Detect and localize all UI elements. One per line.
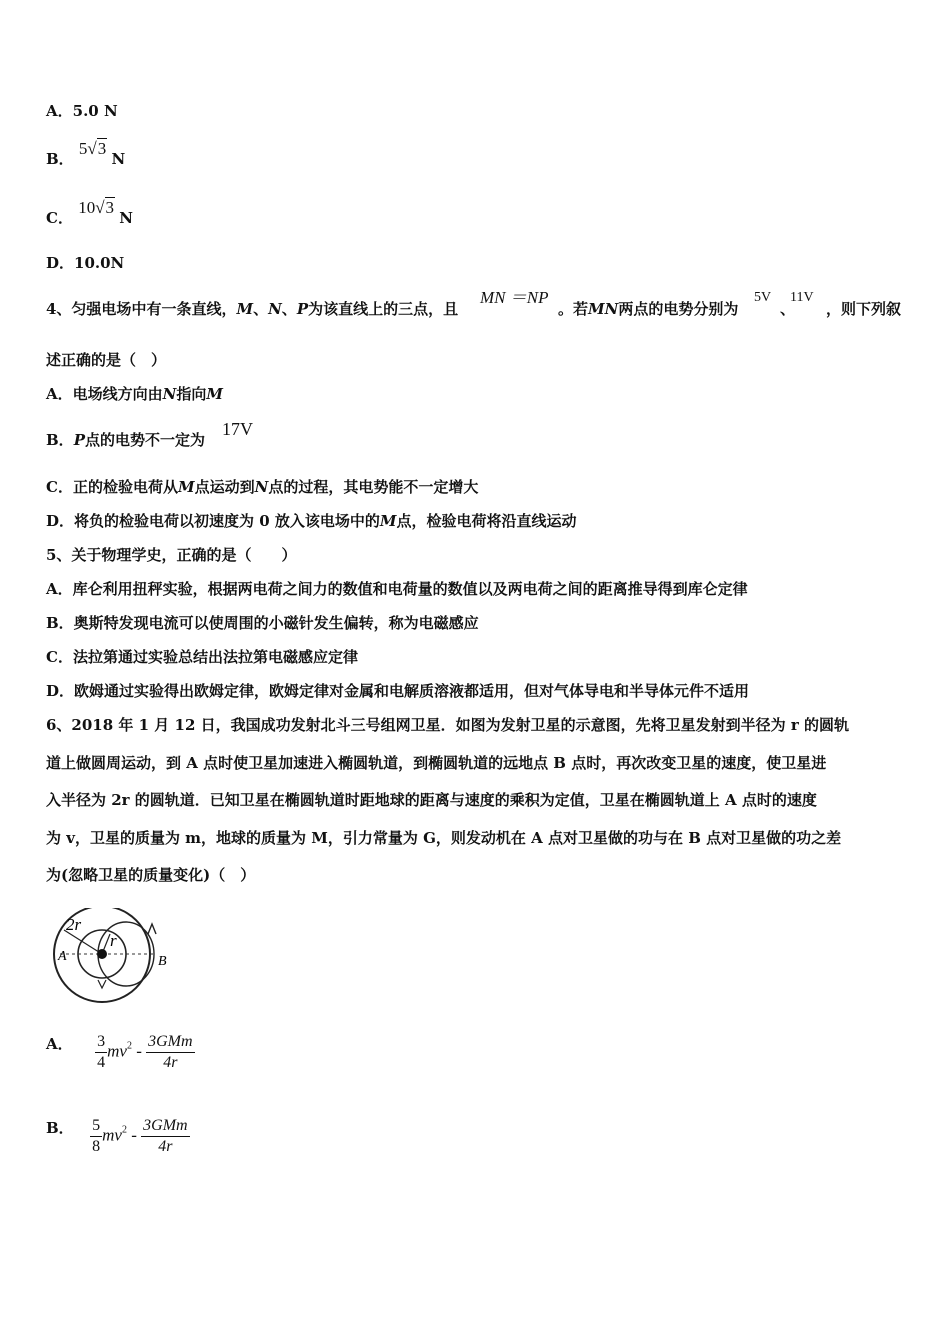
q6-option-a-d1: 4 bbox=[97, 1054, 106, 1071]
q5-stem: 5、关于物理学史，正确的是（ ） bbox=[46, 546, 297, 564]
q3-option-c-unit: N bbox=[119, 209, 133, 227]
q3-option-a-text: 5.0 N bbox=[72, 102, 118, 120]
q6-stem-line1: 6、2018 年 1 月 12 日，我国成功发射北斗三号组网卫星．如图为发射卫星的示意图，先将卫星发射到半径为 r 的圆轨 bbox=[46, 716, 849, 734]
q6-option-b-exp: 2 bbox=[121, 1124, 127, 1136]
q4-option-b-p: P bbox=[73, 431, 85, 449]
q5-option-b: B．奥斯特发现电流可以使周围的小磁针发生偏转，称为电磁感应 bbox=[46, 614, 479, 632]
q6-option-b-minus: - bbox=[126, 1125, 142, 1145]
q4-option-c-label: C． bbox=[46, 478, 73, 496]
q5-option-c: C．法拉第通过实验总结出法拉第电磁感应定律 bbox=[46, 648, 358, 666]
q3-option-c bbox=[46, 198, 133, 227]
q4-sep2: 、 bbox=[281, 300, 297, 318]
q4-option-b bbox=[46, 420, 346, 450]
q5-option-d: D．欧姆通过实验得出欧姆定律，欧姆定律对金属和电解质溶液都适用，但对气体导电和半导体元件不适用 bbox=[46, 682, 750, 700]
q3-option-b-value bbox=[79, 139, 112, 158]
q5-option-a: A．库仑利用扭秤实验，根据两电荷之间力的数值和电荷量的数值以及两电荷之间的距离推导得到库仑定律 bbox=[46, 580, 748, 598]
q3-option-b-unit: N bbox=[111, 150, 126, 168]
q4-option-a-n: N bbox=[162, 385, 177, 403]
q4-stem-a bbox=[46, 302, 458, 317]
label-r: r bbox=[110, 931, 117, 950]
q4-point-n: N bbox=[268, 300, 282, 318]
q6-option-a-term: mv bbox=[107, 1041, 127, 1061]
q4-comma: 、 bbox=[780, 300, 796, 318]
q6-option-b-frac2 bbox=[141, 1118, 189, 1155]
q6-stem-line3: 入半径为 2r 的圆轨道．已知卫星在椭圆轨道时距地球的距离与速度的乘积为定值，卫星在椭圆轨道上 A 点时的速度 bbox=[46, 791, 817, 809]
q3-option-a-label: A． bbox=[46, 102, 73, 120]
q4-option-d-m: M bbox=[379, 512, 397, 530]
q4-stem-part2: 为该直线上的三点，且 bbox=[308, 300, 459, 318]
label-b: B bbox=[158, 954, 167, 969]
q4-stem-b bbox=[558, 302, 738, 317]
q4-stem-part5: ，则下列叙 bbox=[826, 300, 902, 318]
orbit-diagram bbox=[44, 908, 180, 1004]
q4-potential-n: 11V bbox=[790, 290, 814, 305]
q4-stem-part3: 。若 bbox=[558, 300, 589, 318]
q4-option-b-label: B． bbox=[46, 431, 74, 449]
q4-point-p: P bbox=[296, 300, 309, 318]
q6-option-a-n2: 3GMm bbox=[146, 1034, 194, 1053]
q3-option-c-value bbox=[78, 198, 119, 217]
q4-option-d-label: D． bbox=[46, 512, 75, 530]
arrow-up-icon bbox=[148, 924, 156, 934]
q6-option-b-term: mv bbox=[102, 1125, 122, 1145]
q6-option-a-d2: 4r bbox=[163, 1054, 178, 1071]
q4-mn: MN bbox=[588, 300, 619, 318]
q4-potential-m: 5V bbox=[754, 290, 772, 305]
q3-option-c-label: C． bbox=[46, 209, 73, 227]
q4-stem-part4: 两点的电势分别为 bbox=[618, 300, 739, 318]
q6-option-a-minus: - bbox=[131, 1041, 147, 1061]
q4-sep1: 、 bbox=[253, 300, 269, 318]
q4-option-c-t2: 点运动到 bbox=[194, 478, 255, 496]
q6-option-a-label: A． bbox=[46, 1034, 73, 1053]
q3-option-a bbox=[46, 104, 118, 119]
q6-option-a-frac2 bbox=[146, 1034, 194, 1071]
q4-stem-line2: 述正确的是（ ） bbox=[46, 351, 167, 369]
label-2r: 2r bbox=[66, 915, 82, 934]
q4-option-c-m: M bbox=[177, 478, 195, 496]
q6-option-b-frac1 bbox=[90, 1118, 102, 1155]
q4-option-c-t3: 点的过程，其电势能不一定增大 bbox=[268, 478, 479, 496]
q6-stem-line4: 为 v，卫星的质量为 m，地球的质量为 M，引力常量为 G，则发动机在 A 点对卫星做的功与在 B 点对卫星做的功之差 bbox=[46, 829, 842, 847]
q3-option-d-label: D． bbox=[46, 254, 75, 272]
q6-option-b-n1: 5 bbox=[90, 1118, 102, 1137]
q4-option-a-label: A． bbox=[46, 385, 73, 403]
arrow-down-icon bbox=[98, 980, 106, 988]
q4-option-c bbox=[46, 480, 478, 495]
q4-option-b-t1: 点的电势不一定为 bbox=[84, 431, 205, 449]
q4-option-c-n: N bbox=[254, 478, 269, 496]
q4-equation: MN ＝NP bbox=[480, 288, 549, 307]
q4-option-b-text bbox=[46, 433, 205, 448]
q4-option-d-t2: 点，检验电荷将沿直线运动 bbox=[396, 512, 577, 530]
q3-option-b-coef: 5 bbox=[78, 139, 88, 158]
q3-option-b bbox=[46, 139, 126, 168]
sqrt-symbol: √3 bbox=[87, 139, 107, 158]
q3-option-d bbox=[46, 256, 124, 271]
q6-option-a-n1: 3 bbox=[95, 1034, 107, 1053]
q6-option-a-frac1 bbox=[95, 1034, 107, 1071]
q4-option-a-m: M bbox=[206, 385, 223, 403]
q4-option-c-t1: 正的检验电荷从 bbox=[72, 478, 178, 496]
q3-option-c-coef: 10 bbox=[78, 198, 96, 217]
q4-stem-part1: 4、匀强电场中有一条直线， bbox=[46, 300, 237, 318]
q4-option-d bbox=[46, 514, 577, 529]
q4-option-b-value: 17V bbox=[222, 419, 253, 439]
q6-option-b-label: B． bbox=[46, 1118, 74, 1137]
q3-option-b-label: B． bbox=[46, 150, 74, 168]
q3-option-b-root: 3 bbox=[97, 139, 107, 158]
label-a: A bbox=[58, 949, 67, 964]
q4-option-a-t1: 电场线方向由 bbox=[72, 385, 163, 403]
sqrt-symbol: √3 bbox=[95, 198, 115, 217]
q4-option-a bbox=[46, 387, 223, 402]
q6-option-a bbox=[46, 1034, 195, 1084]
q6-stem-line2: 道上做圆周运动，到 A 点时使卫星加速进入椭圆轨道，到椭圆轨道的远地点 B 点时，再次改变卫星的速度，使卫星进 bbox=[46, 754, 827, 772]
q6-stem-line5: 为(忽略卫星的质量变化)（ ） bbox=[46, 866, 256, 884]
q6-option-b-n2: 3GMm bbox=[141, 1118, 189, 1137]
earth-dot bbox=[97, 949, 107, 959]
q6-option-b-d2: 4r bbox=[158, 1138, 173, 1155]
q6-option-a-exp: 2 bbox=[126, 1040, 132, 1052]
q6-option-b-d1: 8 bbox=[92, 1138, 101, 1155]
q6-option-b bbox=[46, 1118, 190, 1168]
q3-option-c-root: 3 bbox=[105, 198, 115, 217]
q4-option-a-t2: 指向 bbox=[176, 385, 207, 403]
q3-option-d-text: 10.0N bbox=[74, 254, 125, 272]
q4-option-d-t1: 将负的检验电荷以初速度为 0 放入该电场中的 bbox=[74, 512, 380, 530]
q4-point-m: M bbox=[236, 300, 254, 318]
